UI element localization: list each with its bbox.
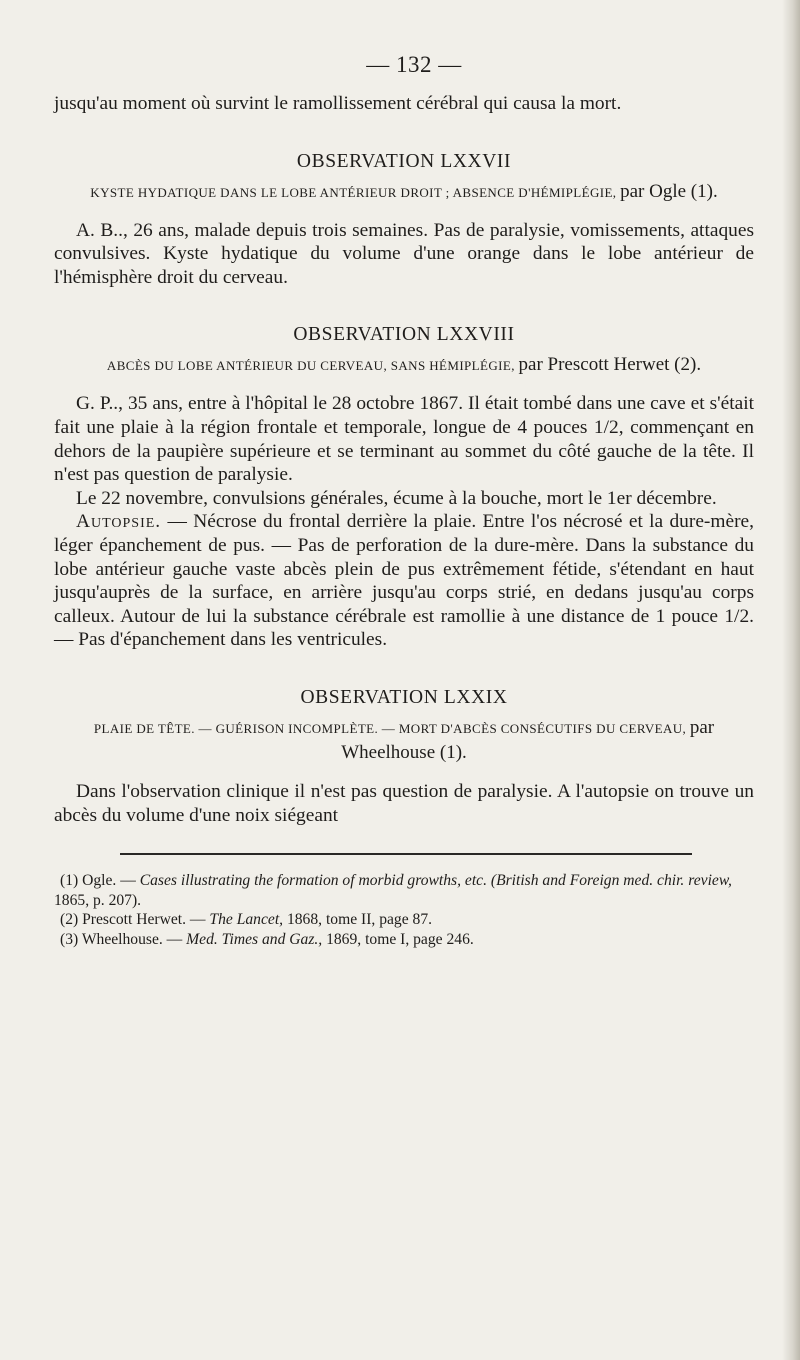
observation-paragraph: G. P.., 35 ans, entre à l'hôpital le 28 octobre 1867. Il était tombé dans une cave et s'était fait une plaie à la région frontale et temporale, longue de 4 pouces 1/2, commençant en dehors de la paupière supérieure et se terminant au sommet du côté gauche de la tête. Il n'est pas question de paralysie. [54, 393, 754, 486]
footnote-journal: (British and Foreign med. chir. review, [490, 872, 732, 890]
footnote-title: Med. Times and Gaz., [186, 930, 323, 948]
footnote [54, 910, 754, 930]
observation-subtitle [54, 716, 754, 766]
observation-paragraph: Dans l'observation clinique il n'est pas question de paralysie. A l'autopsie on trouve un abcès du volume d'une noix siégeant [54, 780, 754, 826]
observation-title: OBSERVATION LXXVII [296, 150, 512, 172]
footnote-mark: (2) [60, 911, 79, 929]
footnote-mark: (3) [60, 930, 79, 948]
observation-paragraph: A. B.., 26 ans, malade depuis trois semaines. Pas de paralysie, vomissements, attaques convulsives. Kyste hydatique du volume d'une orange dans le lobe antérieur de l'hémisphère droit du cerveau. [54, 219, 754, 288]
footnote [54, 871, 754, 910]
observation-subtitle [54, 180, 754, 205]
subtitle-author: par Prescott Herwet (2). [518, 354, 702, 376]
subtitle-caps: KYSTE HYDATIQUE DANS LE LOBE ANTÉRIEUR DROIT ; ABSENCE D'HÉMIPLÉGIE, [90, 184, 617, 200]
observation-79 [54, 686, 754, 827]
subtitle-caps: ABCÈS DU LOBE ANTÉRIEUR DU CERVEAU, SANS HÉMIPLÉGIE, [106, 358, 515, 374]
book-page [54, 52, 754, 949]
observation-title: OBSERVATION LXXVIII [293, 324, 515, 346]
observation-77 [54, 150, 754, 290]
footnote-divider [120, 853, 692, 855]
observation-subtitle [54, 353, 754, 378]
subtitle-author: par Wheelhouse (1). [341, 716, 715, 763]
opening-paragraph: jusqu'au moment où survint le ramollissement cérébral qui causa la mort. [54, 93, 622, 114]
autopsy-label: Autopsie. [76, 511, 162, 533]
observation-paragraph: Le 22 novembre, convulsions générales, écume à la bouche, mort le 1er décembre. [76, 487, 717, 509]
footnote-rest: 1865, p. 207). [54, 891, 142, 909]
footnote-title: The Lancet, [209, 911, 284, 929]
page-edge-shadow [782, 0, 800, 1360]
footnote-author: Wheelhouse. — [81, 930, 187, 948]
footnote-author: Ogle. — [82, 872, 140, 890]
observation-title: OBSERVATION LXXIX [300, 686, 508, 708]
observation-78 [54, 323, 754, 652]
footnote-mark: (1) [60, 872, 79, 890]
autopsy-paragraph [54, 510, 754, 652]
footnote-rest: 1869, tome I, page 246. [322, 930, 474, 948]
page-number: — 132 — [366, 52, 462, 77]
footnote-rest: 1868, tome II, page 87. [283, 911, 433, 929]
footnote-title: Cases illustrating the formation of morbid growths, etc. [139, 872, 487, 890]
footnotes [54, 871, 754, 949]
footnote [54, 930, 754, 950]
subtitle-caps: PLAIE DE TÊTE. — GUÉRISON INCOMPLÈTE. — MORT D'ABCÈS CONSÉCUTIFS DU CERVEAU, [93, 720, 687, 736]
autopsy-text: — Nécrose du frontal derrière la plaie. Entre l'os nécrosé et la dure-mère, léger épanchement de pus. — Pas de perforation de la dure-mère. Dans la substance du lobe antérieur gauche vaste abcès plein de pus extrêmement fétide, s'étendant en haut jusqu'auprès de la surface, en arrière jusqu'au corps strié, en dedans jusqu'au corps calleux. Autour de lui la substance cérébrale est ramollie à une distance de 1 pouce 1/2. — Pas d'épanchement dans les ventricules. [54, 511, 754, 651]
footnote-author: Prescott Herwet. — [82, 911, 210, 929]
subtitle-author: par Ogle (1). [620, 180, 718, 202]
